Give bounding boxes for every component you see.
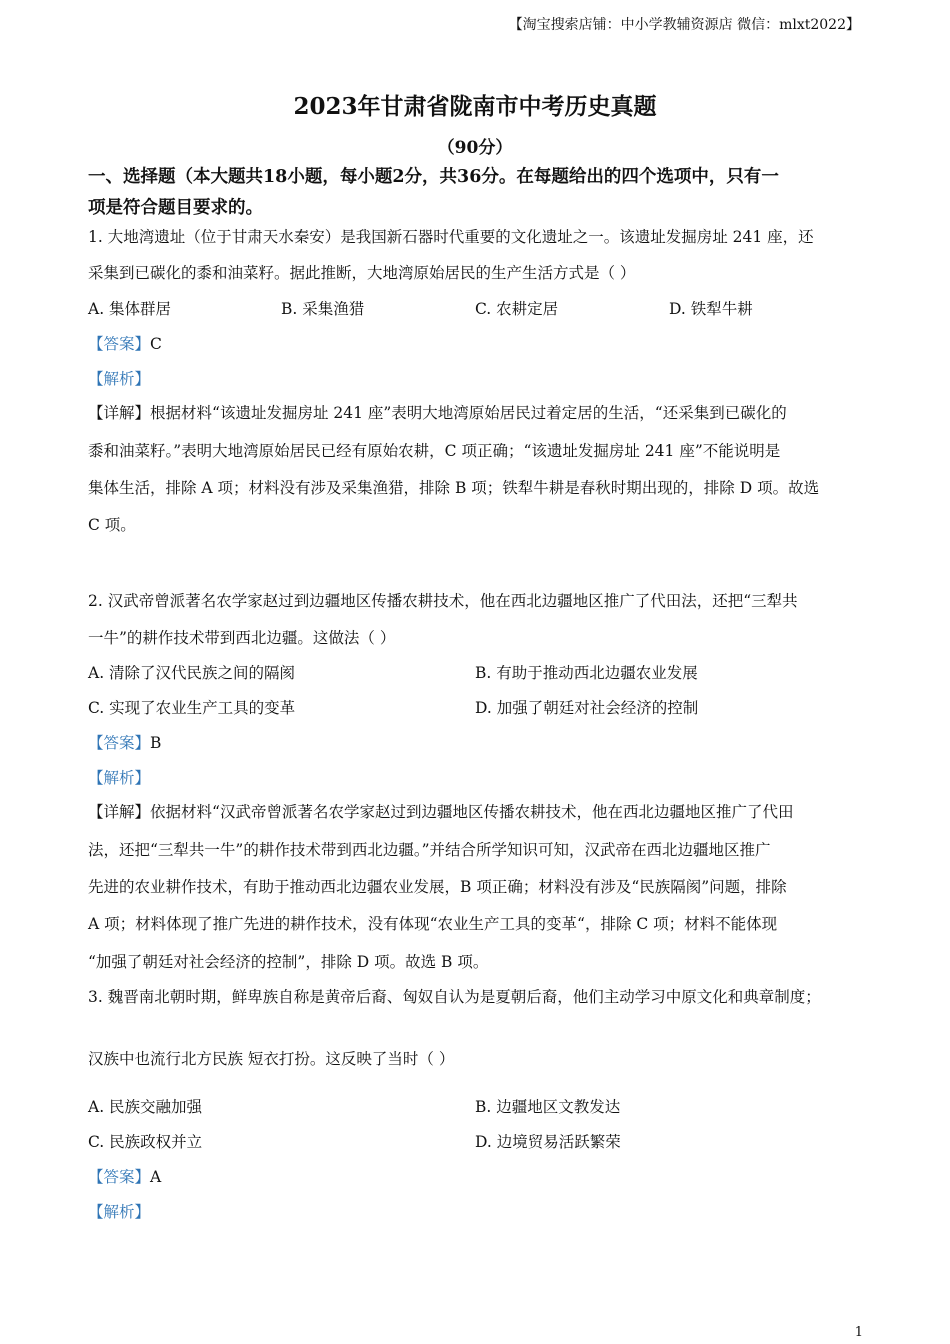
section-heading-line-1: 一、选择题（本大题共18小题，每小题2分，共36分。在每题给出的四个选项中，只有一 (88, 167, 779, 187)
q2-option-b: B. 有助于推动西北边疆农业发展 (475, 664, 698, 682)
q2-option-a: A. 清除了汉代民族之间的隔阂 (88, 664, 296, 682)
detail-label: 【详解】 (88, 404, 151, 422)
q1-option-b: B. 采集渔猎 (281, 300, 365, 318)
q3-option-b: B. 边疆地区文教发达 (475, 1098, 621, 1116)
page-title: 2023年甘肃省陇南市中考历史真题 (293, 93, 657, 120)
q2-option-c: C. 实现了农业生产工具的变革 (88, 699, 296, 717)
q3-stem-line-2: 汉族中也流行北方民族 短衣打扮。这反映了当时（ ） (88, 1050, 455, 1068)
q1-stem-line-1: 1. 大地湾遗址（位于甘肃天水秦安）是我国新石器时代重要的文化遗址之一。该遗址发掘房址 241 座，还 (88, 228, 814, 246)
q2-option-d: D. 加强了朝廷对社会经济的控制 (475, 699, 699, 717)
q2-answer-value: B (150, 734, 162, 752)
q1-analysis-label: 【解析】 (88, 370, 151, 388)
q2-detail-line-4: A 项；材料体现了推广先进的耕作技术，没有体现“农业生产工具的变革“，排除 C 项；材料不能体现 (88, 915, 778, 933)
q1-answer (88, 332, 162, 354)
q1-detail-line-1 (88, 401, 787, 423)
q1-detail-line-2: 黍和油菜籽。”表明大地湾原始居民已经有原始农耕，C 项正确；“该遗址发掘房址 241 座”不能说明是 (88, 442, 781, 460)
q2-analysis-label: 【解析】 (88, 769, 151, 787)
q2-detail-line-3: 先进的农业耕作技术，有助于推动西北边疆农业发展，B 项正确；材料没有涉及“民族隔阂”问题，排除 (88, 878, 787, 896)
q2-stem-line-2: 一牛”的耕作技术带到西北边疆。这做法（ ） (88, 629, 396, 647)
q3-analysis-label: 【解析】 (88, 1203, 151, 1221)
q1-detail-line-3: 集体生活，排除 A 项；材料没有涉及采集渔猎，排除 B 项；铁犁牛耕是春秋时期出现的，排除 D 项。故选 (88, 479, 820, 497)
q2-detail-line-1 (88, 800, 793, 822)
q3-option-c: C. 民族政权并立 (88, 1133, 203, 1151)
q3-option-d: D. 边境贸易活跃繁荣 (475, 1133, 621, 1151)
q2-answer (88, 731, 161, 753)
q2-detail-text-1: 依据材料“汉武帝曾派著名农学家赵过到边疆地区传播农耕技术，他在西北边疆地区推广了代田 (150, 803, 794, 821)
q3-answer-value: A (150, 1168, 162, 1186)
header-note: 【淘宝搜索店铺：中小学教辅资源店 微信：mlxt2022】 (508, 17, 860, 33)
q1-stem-line-2: 采集到已碳化的黍和油菜籽。据此推断，大地湾原始居民的生产生活方式是（ ） (88, 264, 636, 282)
q1-option-a: A. 集体群居 (88, 300, 172, 318)
answer-label: 【答案】 (88, 335, 151, 353)
q1-option-d: D. 铁犁牛耕 (669, 300, 753, 318)
q2-detail-line-2: 法，还把“三犁共一牛”的耕作技术带到西北边疆。”并结合所学知识可知，汉武帝在西北边疆地区推广 (88, 841, 771, 859)
section-heading-line-2: 项是符合题目要求的。 (88, 198, 263, 218)
q1-option-c: C. 农耕定居 (475, 300, 559, 318)
q1-detail-line-4: C 项。 (88, 516, 136, 534)
q3-option-a: A. 民族交融加强 (88, 1098, 203, 1116)
page-number: 1 (854, 1325, 863, 1340)
q3-stem-line-1: 3. 魏晋南北朝时期，鲜卑族自称是黄帝后裔、匈奴自认为是夏朝后裔，他们主动学习中原文化和典章制度； (88, 988, 821, 1006)
q1-detail-text-1: 根据材料“该遗址发掘房址 241 座”表明大地湾原始居民过着定居的生活，“还采集到已碳化的 (150, 404, 787, 422)
score-note: （90分） (437, 138, 513, 158)
detail-label: 【详解】 (88, 803, 151, 821)
q3-answer (88, 1165, 161, 1187)
answer-label: 【答案】 (88, 734, 151, 752)
q2-detail-line-5: “加强了朝廷对社会经济的控制”，排除 D 项。故选 B 项。 (88, 953, 489, 971)
answer-label: 【答案】 (88, 1168, 151, 1186)
q1-answer-value: C (150, 335, 162, 353)
q2-stem-line-1: 2. 汉武帝曾派著名农学家赵过到边疆地区传播农耕技术，他在西北边疆地区推广了代田法，还把“三犁共 (88, 592, 798, 610)
